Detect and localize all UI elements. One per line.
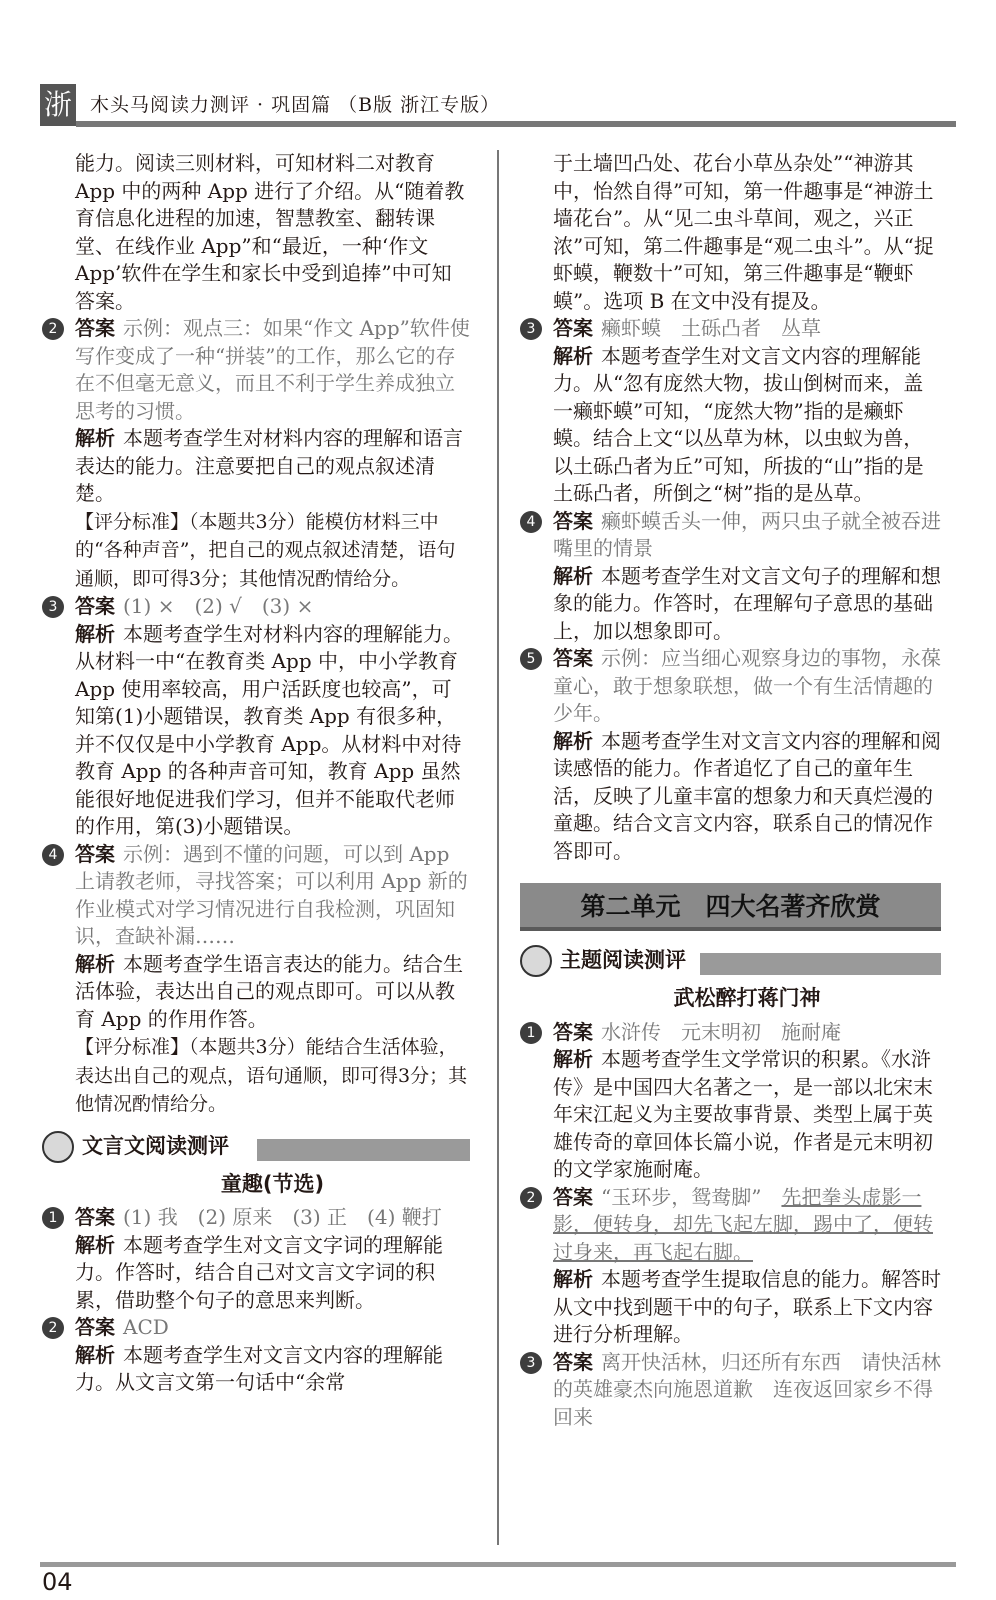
province-badge: 浙 bbox=[40, 84, 76, 126]
answer-text: 示例：遇到不懂的问题，可以到 App 上请教老师，寻找答案；可以利用 App 新的作业模式对学习情况进行自我检测，巩固知识，查缺补漏…… bbox=[75, 841, 468, 948]
question-number: 2 bbox=[42, 1317, 64, 1339]
analysis-label: 解析 bbox=[75, 1232, 115, 1257]
answer-text: 示例：应当细心观察身边的事物，永葆童心，敢于想象联想，做一个有生活情趣的少年。 bbox=[553, 646, 941, 725]
analysis-label: 解析 bbox=[75, 1342, 115, 1367]
header-rule bbox=[76, 121, 956, 127]
analysis-text: 本题考查学生语言表达的能力。结合生活体验，表达出自己的观点即可。可以从教育 App 的作用作答。 bbox=[75, 951, 463, 1031]
answer-text: 癞虾蟆舌头一伸，两只虫子就全被吞进嘴里的情景 bbox=[553, 508, 941, 560]
analysis-label: 解析 bbox=[553, 1267, 593, 1291]
question-number: 2 bbox=[520, 1187, 542, 1209]
question-number: 3 bbox=[42, 596, 64, 618]
section-bar bbox=[700, 953, 941, 975]
answer-text: ACD bbox=[123, 1315, 169, 1339]
answer-label: 答案 bbox=[553, 1349, 593, 1374]
answer-text: (1) × (2) √ (3) × bbox=[123, 594, 314, 618]
question-number: 3 bbox=[520, 318, 542, 340]
analysis-text: 本题考查学生提取信息的能力。解答时从文中找到题干中的句子，联系上下文内容进行分析理解。 bbox=[553, 1267, 941, 1346]
answer-label: 答案 bbox=[75, 1315, 115, 1339]
answer-label: 答案 bbox=[553, 508, 593, 533]
right-intro-text: 于土墙凹凸处、花台小草丛杂处”“神游其中，怡然自得”可知，第一件趣事是“神游土墙花台”。从“见二虫斗草间，观之，兴正浓”可知，第二件趣事是“观二虫斗”。从“捉虾蟆，鞭数十”可知，第三件趣事是“鞭虾蟆”。选项 B 在文中没有提及。 bbox=[553, 151, 934, 313]
answer-label: 答案 bbox=[553, 1184, 593, 1209]
answer-label: 答案 bbox=[75, 594, 115, 618]
analysis-label: 解析 bbox=[553, 343, 593, 368]
answer-label: 答案 bbox=[553, 1019, 593, 1044]
analysis-text: 本题考查学生对文言文内容的理解能力。从文言文第一句话中“余常 bbox=[75, 1342, 443, 1394]
question-number: 3 bbox=[520, 1352, 542, 1374]
answer-underlined-text: 先把拳头虚影一影，便转身，却先飞起左脚，踢中了，便转过身来，再飞起右脚。 bbox=[553, 1184, 933, 1264]
section-header bbox=[42, 1127, 470, 1167]
left-column bbox=[48, 150, 470, 1397]
analysis-label: 解析 bbox=[75, 621, 115, 646]
question-item bbox=[526, 508, 941, 646]
question-item bbox=[526, 1184, 941, 1349]
section-header bbox=[520, 941, 941, 981]
article-title: 武松醉打蒋门神 bbox=[673, 986, 821, 1010]
answer-text: 示例：观点三：如果“作文 App”软件使写作变成了一种“拼装”的工作，那么它的存在不但毫无意义，而且不利于学生养成独立思考的习惯。 bbox=[75, 316, 470, 423]
answer-label: 答案 bbox=[75, 841, 115, 866]
answer-text: 水浒传 元末明初 施耐庵 bbox=[601, 1019, 841, 1044]
question-item bbox=[48, 1204, 470, 1314]
answer-label: 答案 bbox=[553, 646, 593, 670]
article-title: 童趣(节选) bbox=[220, 1171, 325, 1196]
question-number: 4 bbox=[42, 844, 64, 866]
analysis-label: 解析 bbox=[553, 1047, 593, 1071]
analysis-label: 解析 bbox=[75, 951, 115, 976]
analysis-label: 解析 bbox=[553, 728, 593, 753]
right-column bbox=[526, 150, 941, 1431]
analysis-text: 本题考查学生对文言文字词的理解能力。作答时，结合自己对文言文字词的积累，借助整个句子的意思来判断。 bbox=[75, 1232, 443, 1312]
question-number: 5 bbox=[520, 648, 542, 670]
question-number: 4 bbox=[520, 511, 542, 533]
question-item bbox=[526, 1019, 941, 1184]
question-item bbox=[526, 645, 941, 865]
question-number: 2 bbox=[42, 318, 64, 340]
analysis-text: 本题考查学生对文言文内容的理解和阅读感悟的能力。作者追忆了自己的童年生活，反映了儿童丰富的想象力和天真烂漫的童趣。结合文言文内容，联系自己的情况作答即可。 bbox=[553, 728, 941, 863]
reading-mascot-icon bbox=[520, 945, 552, 977]
analysis-text: 本题考查学生对材料内容的理解和语言表达的能力。注意要把自己的观点叙述清楚。 bbox=[75, 426, 463, 505]
question-number: 1 bbox=[520, 1022, 542, 1044]
left-intro-text: 能力。阅读三则材料，可知材料二对教育 App 中的两种 App 进行了介绍。从“随着教育信息化进程的加速，智慧教室、翻转课堂、在线作业 App”和“最近，一种‘作文 App’软件在学生和家长中受到追捧”中可知答案。 bbox=[75, 151, 465, 313]
question-item bbox=[526, 1349, 941, 1432]
analysis-text: 本题考查学生对文言文内容的理解能力。从“忽有庞然大物，拔山倒树而来，盖一癞虾蟆”可知，“庞然大物”指的是癞虾蟆。结合上文“以丛草为林，以虫蚁为兽，以土砾凸者为丘”可知，所拔的“山”指的是土砾凸者，所倒之“树”指的是丛草。 bbox=[553, 343, 924, 505]
answer-text: 癞虾蟆 土砾凸者 丛草 bbox=[601, 316, 821, 340]
left-intro bbox=[75, 150, 470, 315]
answer-text: “玉环步，鸳鸯脚” bbox=[601, 1184, 762, 1209]
footer-rule bbox=[40, 1562, 956, 1567]
question-item bbox=[48, 841, 470, 1119]
analysis-label: 解析 bbox=[75, 426, 115, 450]
page-number: 04 bbox=[42, 1568, 73, 1596]
analysis-label: 解析 bbox=[553, 563, 593, 588]
scoring-standard: 【评分标准】（本题共3分）能模仿材料三中的“各种声音”，把自己的观点叙述清楚，语句通顺，即可得3分；其他情况酌情给分。 bbox=[75, 510, 456, 590]
answer-text: 离开快活林，归还所有东西 请快活林的英雄豪杰向施恩道歉 连夜返回家乡不得回来 bbox=[553, 1349, 941, 1429]
analysis-text: 本题考查学生文学常识的积累。《水浒传》是中国四大名著之一，是一部以北宋末年宋江起义为主要故事背景、类型上属于英雄传奇的章回体长篇小说，作者是元末明初的文学家施耐庵。 bbox=[553, 1047, 933, 1181]
unit-banner: 第二单元 四大名著齐欣赏 bbox=[520, 883, 941, 931]
page-header bbox=[0, 0, 996, 128]
section-title: 主题阅读测评 bbox=[560, 948, 686, 972]
question-item bbox=[48, 1314, 470, 1397]
section-bar bbox=[257, 1139, 470, 1161]
right-intro bbox=[553, 150, 941, 315]
book-title: 木头马阅读力测评 · 巩固篇 （B版 浙江专版） bbox=[90, 94, 501, 116]
analysis-text: 本题考查学生对文言文句子的理解和想象的能力。作答时，在理解句子意思的基础上，加以想象即可。 bbox=[553, 563, 941, 643]
answer-label: 答案 bbox=[75, 1205, 115, 1229]
answer-text: (1) 我 (2) 原来 (3) 正 (4) 鞭打 bbox=[123, 1205, 442, 1229]
question-item bbox=[526, 315, 941, 508]
analysis-text: 本题考查学生对材料内容的理解能力。从材料一中“在教育类 App 中，中小学教育 App 使用率较高，用户活跃度也较高”，可知第(1)小题错误，教育类 App 有很多种，并不仅仅是中小学教育 App。从材料中对待教育 App 的各种声音可知，教育 App 虽然能很好地促进我们学习，但并不能取代老师的作用，第(3)小题错误。 bbox=[75, 621, 463, 838]
question-number: 1 bbox=[42, 1207, 64, 1229]
question-item bbox=[48, 593, 470, 841]
scoring-standard: 【评分标准】（本题共3分）能结合生活体验，表达出自己的观点，语句通顺，即可得3分；其他情况酌情给分。 bbox=[75, 1036, 468, 1115]
answer-label: 答案 bbox=[75, 316, 115, 340]
question-item bbox=[48, 315, 470, 593]
reading-mascot-icon bbox=[42, 1131, 74, 1163]
answer-label: 答案 bbox=[553, 316, 593, 340]
section-title: 文言文阅读测评 bbox=[82, 1133, 229, 1158]
column-divider bbox=[497, 150, 499, 1545]
